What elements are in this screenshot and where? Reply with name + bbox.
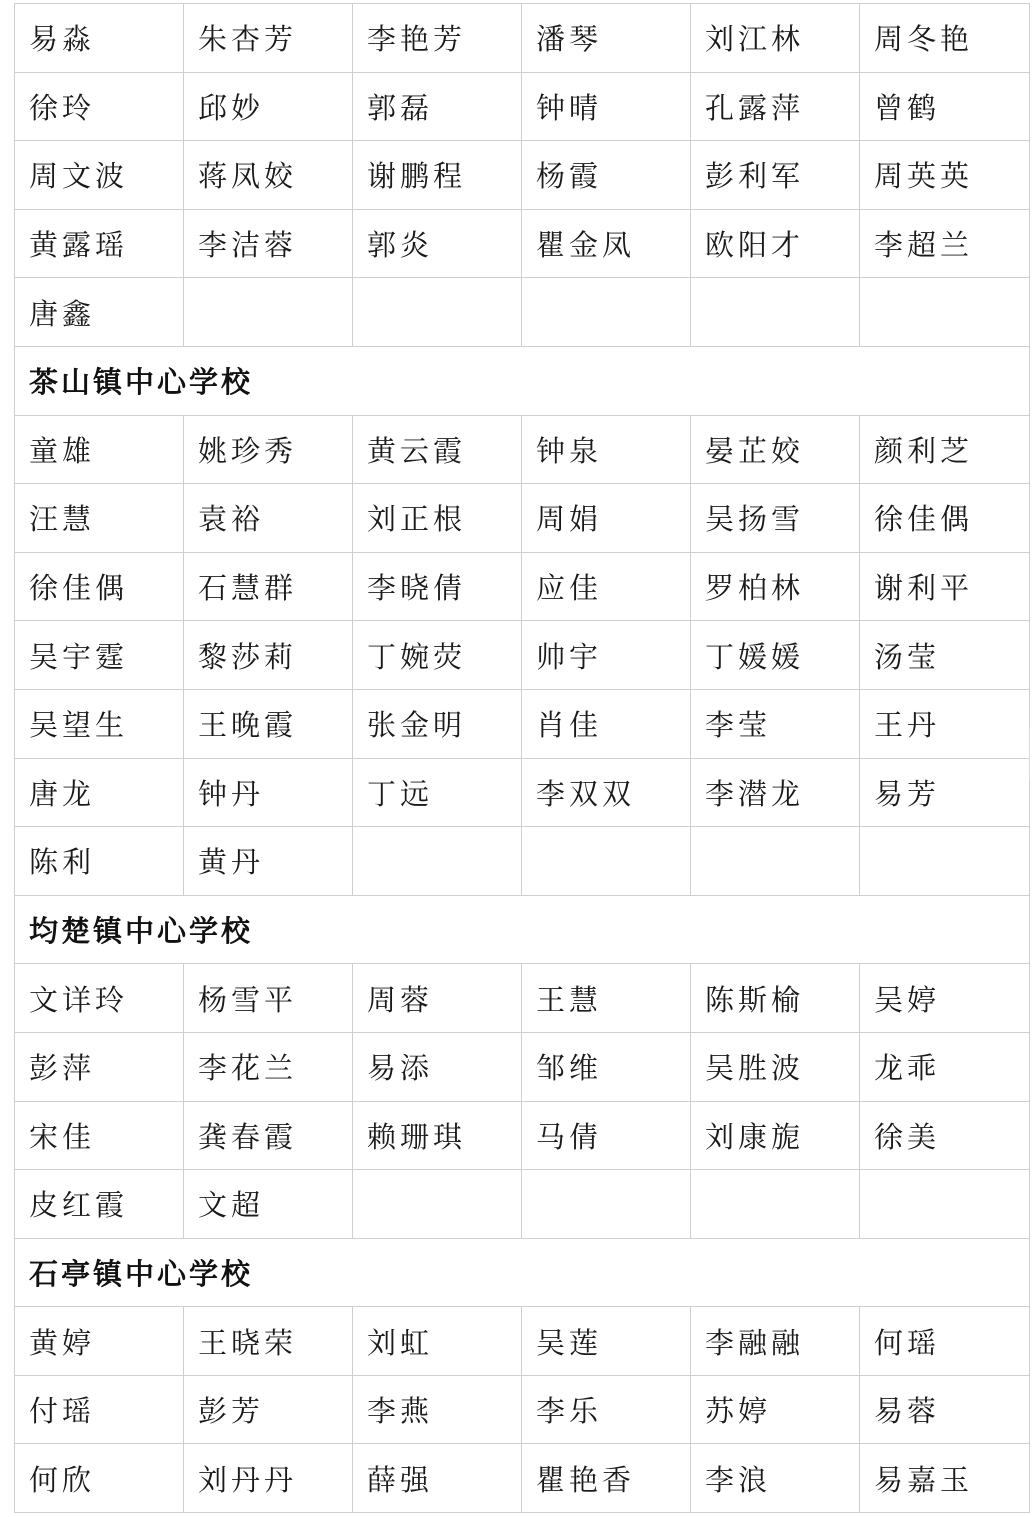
school-section-title: 均楚镇中心学校 (15, 895, 1030, 964)
name-cell: 李潜龙 (691, 758, 860, 827)
name-cell: 何欣 (15, 1444, 184, 1513)
school-section-title: 石亭镇中心学校 (15, 1238, 1030, 1307)
name-cell: 邹维 (522, 1032, 691, 1101)
name-cell: 肖佳 (522, 689, 691, 758)
name-cell: 李融融 (691, 1307, 860, 1376)
name-cell: 郭炎 (353, 209, 522, 278)
name-cell: 彭利军 (691, 141, 860, 210)
empty-cell (860, 827, 1030, 896)
name-cell: 刘正根 (353, 484, 522, 553)
name-cell: 徐佳偶 (860, 484, 1030, 553)
name-cell: 周英英 (860, 141, 1030, 210)
name-cell: 钟晴 (522, 72, 691, 141)
table-row (15, 1444, 1030, 1513)
table-row (15, 552, 1030, 621)
table-row (15, 1170, 1030, 1239)
table-row (15, 758, 1030, 827)
roster-table (14, 3, 1030, 1513)
empty-cell (184, 278, 353, 347)
table-row (15, 1375, 1030, 1444)
name-cell: 张金明 (353, 689, 522, 758)
name-cell: 吴扬雪 (691, 484, 860, 553)
name-cell: 姚珍秀 (184, 415, 353, 484)
name-cell: 何瑶 (860, 1307, 1030, 1376)
name-cell: 蒋凤姣 (184, 141, 353, 210)
name-cell: 丁远 (353, 758, 522, 827)
name-cell: 黄丹 (184, 827, 353, 896)
name-cell: 颜利芝 (860, 415, 1030, 484)
table-row (15, 1307, 1030, 1376)
name-cell: 徐美 (860, 1101, 1030, 1170)
roster-sheet (14, 3, 1029, 1513)
name-cell: 宋佳 (15, 1101, 184, 1170)
table-row (15, 278, 1030, 347)
name-cell: 钟丹 (184, 758, 353, 827)
name-cell: 皮红霞 (15, 1170, 184, 1239)
name-cell: 吴望生 (15, 689, 184, 758)
name-cell: 杨雪平 (184, 964, 353, 1033)
table-row (15, 1101, 1030, 1170)
section-header-row (15, 1238, 1030, 1307)
name-cell: 黄露瑶 (15, 209, 184, 278)
name-cell: 瞿艳香 (522, 1444, 691, 1513)
empty-cell (691, 1170, 860, 1239)
name-cell: 曾鹤 (860, 72, 1030, 141)
name-cell: 易淼 (15, 4, 184, 73)
name-cell: 徐玲 (15, 72, 184, 141)
empty-cell (860, 278, 1030, 347)
name-cell: 龙乖 (860, 1032, 1030, 1101)
name-cell: 周冬艳 (860, 4, 1030, 73)
empty-cell (522, 278, 691, 347)
name-cell: 欧阳才 (691, 209, 860, 278)
name-cell: 陈斯榆 (691, 964, 860, 1033)
name-cell: 易芳 (860, 758, 1030, 827)
name-cell: 彭芳 (184, 1375, 353, 1444)
name-cell: 汤莹 (860, 621, 1030, 690)
name-cell: 周蓉 (353, 964, 522, 1033)
name-cell: 谢鹏程 (353, 141, 522, 210)
empty-cell (522, 827, 691, 896)
name-cell: 易添 (353, 1032, 522, 1101)
page-edge-marker (1029, 728, 1034, 782)
roster-body (15, 4, 1030, 1513)
empty-cell (522, 1170, 691, 1239)
section-header-row (15, 895, 1030, 964)
name-cell: 瞿金凤 (522, 209, 691, 278)
name-cell: 谢利平 (860, 552, 1030, 621)
name-cell: 李乐 (522, 1375, 691, 1444)
name-cell: 孔露萍 (691, 72, 860, 141)
name-cell: 晏芷姣 (691, 415, 860, 484)
name-cell: 朱杏芳 (184, 4, 353, 73)
name-cell: 刘江林 (691, 4, 860, 73)
name-cell: 赖珊琪 (353, 1101, 522, 1170)
name-cell: 李花兰 (184, 1032, 353, 1101)
name-cell: 李艳芳 (353, 4, 522, 73)
name-cell: 李双双 (522, 758, 691, 827)
name-cell: 杨霞 (522, 141, 691, 210)
name-cell: 袁裕 (184, 484, 353, 553)
name-cell: 吴胜波 (691, 1032, 860, 1101)
name-cell: 丁婉荧 (353, 621, 522, 690)
name-cell: 苏婷 (691, 1375, 860, 1444)
table-row (15, 827, 1030, 896)
name-cell: 邱妙 (184, 72, 353, 141)
name-cell: 石慧群 (184, 552, 353, 621)
name-cell: 文超 (184, 1170, 353, 1239)
name-cell: 薛强 (353, 1444, 522, 1513)
table-row (15, 621, 1030, 690)
name-cell: 周文波 (15, 141, 184, 210)
name-cell: 王晓荣 (184, 1307, 353, 1376)
name-cell: 刘丹丹 (184, 1444, 353, 1513)
name-cell: 陈利 (15, 827, 184, 896)
empty-cell (353, 278, 522, 347)
table-row (15, 72, 1030, 141)
table-row (15, 1032, 1030, 1101)
name-cell: 唐龙 (15, 758, 184, 827)
name-cell: 刘康旎 (691, 1101, 860, 1170)
name-cell: 文详玲 (15, 964, 184, 1033)
name-cell: 易嘉玉 (860, 1444, 1030, 1513)
section-header-row (15, 346, 1030, 415)
name-cell: 潘琴 (522, 4, 691, 73)
name-cell: 王丹 (860, 689, 1030, 758)
name-cell: 徐佳偶 (15, 552, 184, 621)
name-cell: 吴婷 (860, 964, 1030, 1033)
empty-cell (353, 827, 522, 896)
name-cell: 郭磊 (353, 72, 522, 141)
name-cell: 黄婷 (15, 1307, 184, 1376)
school-section-title: 茶山镇中心学校 (15, 346, 1030, 415)
name-cell: 李燕 (353, 1375, 522, 1444)
name-cell: 黄云霞 (353, 415, 522, 484)
table-row (15, 4, 1030, 73)
name-cell: 刘虹 (353, 1307, 522, 1376)
empty-cell (691, 827, 860, 896)
name-cell: 李超兰 (860, 209, 1030, 278)
name-cell: 王慧 (522, 964, 691, 1033)
name-cell: 龚春霞 (184, 1101, 353, 1170)
empty-cell (860, 1170, 1030, 1239)
name-cell: 罗柏林 (691, 552, 860, 621)
name-cell: 唐鑫 (15, 278, 184, 347)
name-cell: 付瑶 (15, 1375, 184, 1444)
name-cell: 丁媛媛 (691, 621, 860, 690)
name-cell: 马倩 (522, 1101, 691, 1170)
name-cell: 吴宇霆 (15, 621, 184, 690)
name-cell: 王晚霞 (184, 689, 353, 758)
name-cell: 李晓倩 (353, 552, 522, 621)
name-cell: 黎莎莉 (184, 621, 353, 690)
name-cell: 易蓉 (860, 1375, 1030, 1444)
name-cell: 李浪 (691, 1444, 860, 1513)
empty-cell (691, 278, 860, 347)
name-cell: 李莹 (691, 689, 860, 758)
name-cell: 应佳 (522, 552, 691, 621)
name-cell: 吴莲 (522, 1307, 691, 1376)
name-cell: 周娟 (522, 484, 691, 553)
empty-cell (353, 1170, 522, 1239)
name-cell: 李洁蓉 (184, 209, 353, 278)
table-row (15, 964, 1030, 1033)
table-row (15, 141, 1030, 210)
name-cell: 钟泉 (522, 415, 691, 484)
name-cell: 彭萍 (15, 1032, 184, 1101)
name-cell: 帅宇 (522, 621, 691, 690)
name-cell: 童雄 (15, 415, 184, 484)
table-row (15, 689, 1030, 758)
name-cell: 汪慧 (15, 484, 184, 553)
table-row (15, 415, 1030, 484)
table-row (15, 209, 1030, 278)
table-row (15, 484, 1030, 553)
